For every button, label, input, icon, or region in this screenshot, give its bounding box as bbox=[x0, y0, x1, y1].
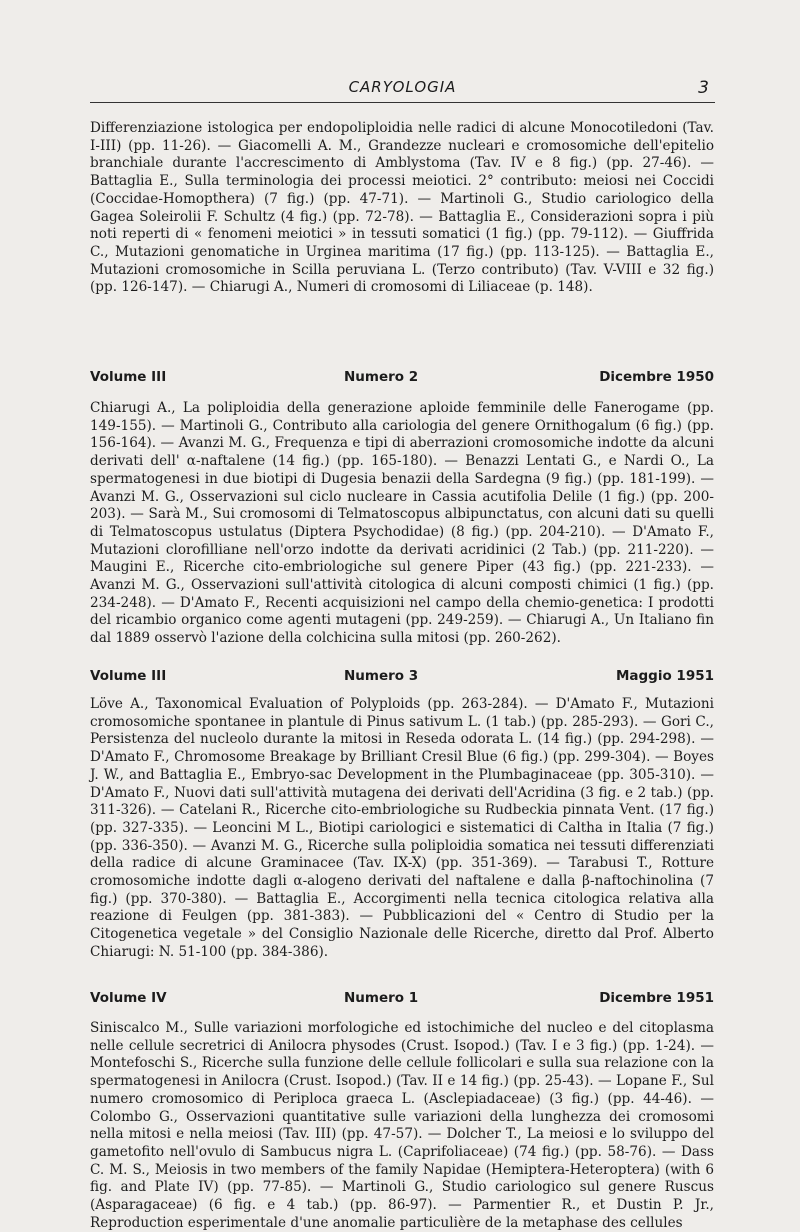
intro-paragraph: Differenziazione istologica per endopoliploidia nelle radici di alcune Monocotiledoni (Tav. I-III) (pp. 11-26). — Giacomelli A. M., Grandezze nucleari e cromosomiche dell'epitelio branchiale durante l'accrescimento di Amblystoma (Tav. IV e 8 fig.) (pp. 27-46). — Battaglia E., Sulla terminologia dei processi meiotici. 2° contributo: meiosi nei Coccidi (Coccidae-Homopthera) (7 fig.) (pp. 47-71). — Martinoli G., Studio cariologico della Gagea Soleirolii F. Schultz (4 fig.) (pp. 72-78). — Battaglia E., Considerazioni sopra i più noti reperti di « fenomeni meiotici » in tessuti somatici (1 fig.) (pp. 79-112). — Giuffrida C., Mutazioni genomatiche in Urginea maritima (17 fig.) (pp. 113-125). — Battaglia E., Mutazioni cromosomiche in Scilla peruviana L. (Terzo contributo) (Tav. V-VIII e 32 fig.) (pp. 126-147). — Chiarugi A., Numeri di cromosomi di Liliaceae (p. 148). bbox=[90, 120, 714, 296]
section-number: Numero 3 bbox=[344, 668, 419, 684]
section-number: Numero 1 bbox=[344, 990, 419, 1006]
section-volume: Volume III bbox=[90, 668, 167, 684]
section-header bbox=[90, 369, 714, 389]
section-text: Chiarugi A., La poliploidia della generazione aploide femminile delle Fanerogame (pp. 149-155). — Martinoli G., Contributo alla cariologia del genere Ornithogalum (6 fig.) (pp. 156-164). — Avanzi M. G., Frequenza e tipi di aberrazioni cromosomiche indotte da alcuni derivati dell' α-naftalene (14 fig.) (pp. 165-180). — Benazzi Lentati G., e Nardi O., La spermatogenesi in due biotipi di Dugesia benazii della Sardegna (9 fig.) (pp. 181-199). — Avanzi M. G., Osservazioni sul ciclo nucleare in Cassia acutifolia Delile (1 fig.) (pp. 200-203). — Sarà M., Sui cromosomi di Telmatoscopus albipunctatus, con alcuni dati su quelli di Telmatoscopus ustulatus (Diptera Psychodidae) (8 fig.) (pp. 204-210). — D'Amato F., Mutazioni clorofilliane nell'orzo indotte da derivati acridinici (2 Tab.) (pp. 211-220). — Maugini E., Ricerche cito-embriologiche sul genere Piper (43 fig.) (pp. 221-233). — Avanzi M. G., Osservazioni sull'attività citologica di alcuni composti chimici (1 fig.) (pp. 234-248). — D'Amato F., Recenti acquisizioni nel campo della chemio-genetica: I prodotti del ricambio organico come agenti mutageni (pp. 249-259). — Chiarugi A., Un Italiano fin dal 1889 osservò l'azione della colchicina sulla mitosi (pp. 260-262). bbox=[90, 400, 714, 647]
section-volume: Volume III bbox=[90, 369, 167, 385]
section-body bbox=[90, 400, 714, 648]
section-date: Dicembre 1950 bbox=[599, 369, 714, 385]
section-number: Numero 2 bbox=[344, 369, 419, 385]
intro-block bbox=[90, 120, 714, 297]
section-text: Löve A., Taxonomical Evaluation of Polyploids (pp. 263-284). — D'Amato F., Mutazioni cromosomiche spontanee in plantule di Pinus sativum L. (1 tab.) (pp. 285-293). — Gori C., Persistenza del nucleolo durante la mitosi in Reseda odorata L. (14 fig.) (pp. 294-298). — D'Amato F., Chromosome Breakage by Brilliant Cresil Blue (6 fig.) (pp. 299-304). — Boyes J. W., and Battaglia E., Embryo-sac Development in the Plumbaginaceae (pp. 305-310). — D'Amato F., Nuovi dati sull'attività mutagena dei derivati dell'Acridina (3 fig. e 2 tab.) (pp. 311-326). — Catelani R., Ricerche cito-embriologiche su Rudbeckia pinnata Vent. (17 fig.) (pp. 327-335). — Leoncini M L., Biotipi cariologici e sistematici di Caltha in Italia (7 fig.) (pp. 336-350). — Avanzi M. G., Ricerche sulla poliploidia somatica nei tessuti differenziati della radice di alcune Graminacee (Tav. IX-X) (pp. 351-369). — Tarabusi T., Rotture cromosomiche indotte dagli α-alogeno derivati del naftalene e dalla β-naftochinolina (7 fig.) (pp. 370-380). — Battaglia E., Accorgimenti nella tecnica citologica relativa alla reazione di Feulgen (pp. 381-383). — Pubblicazioni del « Centro di Studio per la Citogenetica vegetale » del Consiglio Nazionale delle Ricerche, diretto dal Prof. Alberto Chiarugi: N. 51-100 (pp. 384-386). bbox=[90, 696, 714, 960]
section-body bbox=[90, 1020, 714, 1232]
section-header bbox=[90, 990, 714, 1010]
section-date: Maggio 1951 bbox=[615, 668, 714, 684]
page-number: 3 bbox=[698, 78, 709, 98]
section-header bbox=[90, 668, 714, 688]
running-head bbox=[90, 78, 715, 103]
section-text: Siniscalco M., Sulle variazioni morfologiche ed istochimiche del nucleo e del citoplasma nelle cellule secretrici di Anilocra physodes (Crust. Isopod.) (Tav. I e 3 fig.) (pp. 1-24). — Montefoschi S., Ricerche sulla funzione delle cellule follicolari e sulla sua relazione con la spermatogenesi in Anilocra (Crust. Isopod.) (Tav. II e 14 fig.) (pp. 25-43). — Lopane F., Sul numero cromosomico di Periploca graeca L. (Asclepiadaceae) (3 fig.) (pp. 44-46). — Colombo G., Osservazioni quantitative sulle variazioni della lunghezza dei cromosomi nella mitosi e nella meiosi (Tav. III) (pp. 47-57). — Dolcher T., La meiosi e lo sviluppo del gametofito nell'ovulo di Sambucus nigra L. (Caprifoliaceae) (74 fig.) (pp. 58-76). — Dass C. M. S., Meiosis in two members of the family Napidae (Hemiptera-Heteroptera) (with 6 fig. and Plate IV) (pp. 77-85). — Martinoli G., Studio cariologico sul genere Ruscus (Asparagaceae) (6 fig. e 4 tab.) (pp. 86-97). — Parmentier R., et Dustin P. Jr., Reproduction esperimentale d'une anomalie particulière de la metaphase des cellules bbox=[90, 1020, 714, 1231]
section-volume: Volume IV bbox=[90, 990, 167, 1006]
section-body bbox=[90, 696, 714, 962]
journal-title: CARYOLOGIA bbox=[348, 78, 457, 96]
section-date: Dicembre 1951 bbox=[599, 990, 714, 1006]
